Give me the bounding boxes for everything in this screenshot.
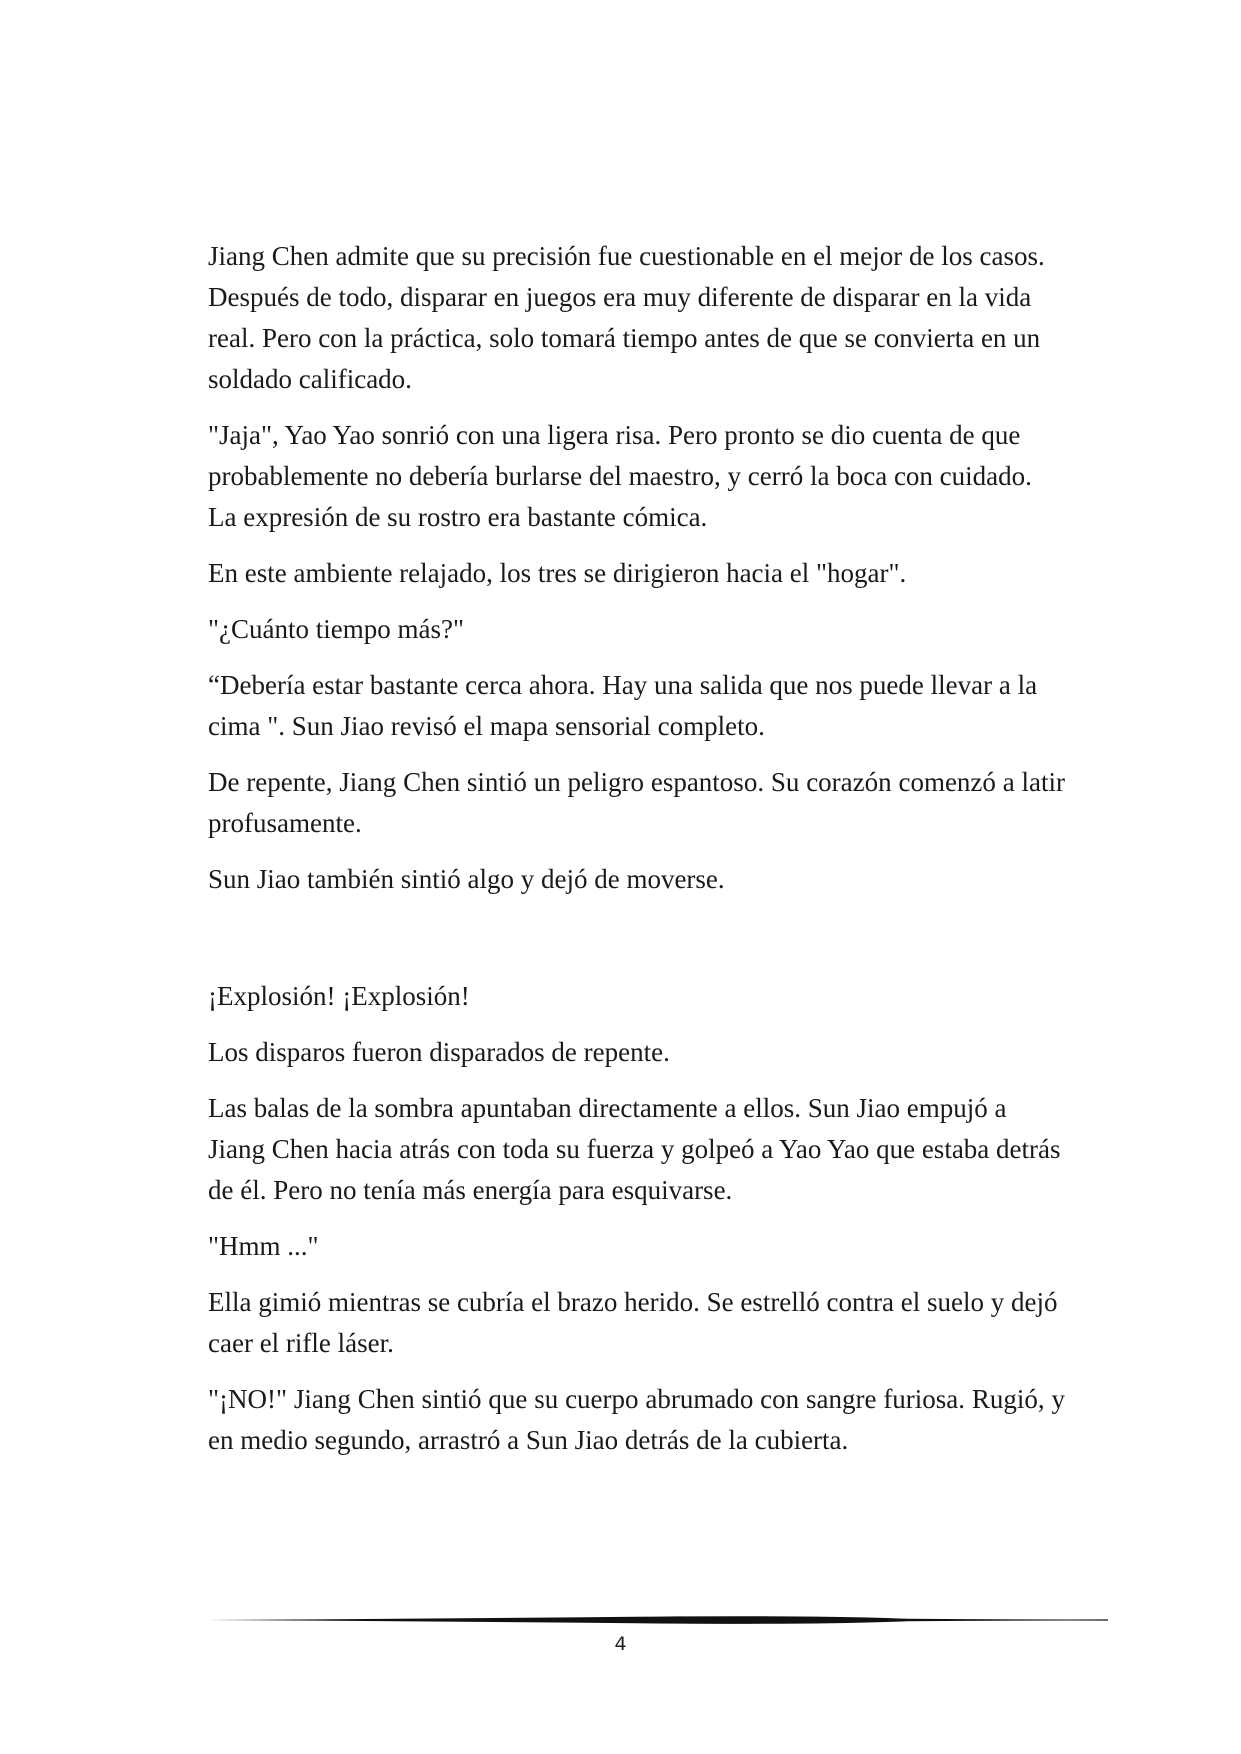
- paragraph-8: ¡Explosión! ¡Explosión!: [208, 981, 470, 1011]
- body-text: [208, 236, 1065, 1476]
- paragraph-7: Sun Jiao también sintió algo y dejó de moverse.: [208, 864, 725, 894]
- paragraph-12: Ella gimió mientras se cubría el brazo herido. Se estrelló contra el suelo y dejó caer el rifle láser.: [208, 1287, 1058, 1358]
- paragraph-1: Jiang Chen admite que su precisión fue cuestionable en el mejor de los casos. Después de todo, disparar en juegos era muy diferente de disparar en la vida real. Pero con la práctica, solo tomará tiempo antes de que se convierta en un soldado calificado.: [208, 241, 1045, 394]
- paragraph-5: “Debería estar bastante cerca ahora. Hay una salida que nos puede llevar a la cima ". Sun Jiao revisó el mapa sensorial completo.: [208, 670, 1038, 741]
- paragraph-10: Las balas de la sombra apuntaban directamente a ellos. Sun Jiao empujó a Jiang Chen hacia atrás con toda su fuerza y golpeó a Yao Yao que estaba detrás de él. Pero no tenía más energía para esquivarse.: [208, 1093, 1061, 1205]
- paragraph-6: De repente, Jiang Chen sintió un peligro espantoso. Su corazón comenzó a latir profusamente.: [208, 767, 1065, 838]
- paragraph-9: Los disparos fueron disparados de repente.: [208, 1037, 670, 1067]
- page-number: 4: [614, 1633, 627, 1655]
- paragraph-2: "Jaja", Yao Yao sonrió con una ligera risa. Pero pronto se dio cuenta de que probablemente no debería burlarse del maestro, y cerró la boca con cuidado. La expresión de su rostro era bastante cómica.: [208, 420, 1032, 532]
- paragraph-4: "¿Cuánto tiempo más?": [208, 614, 464, 644]
- paragraph-11: "Hmm ...": [208, 1231, 319, 1261]
- paragraph-13: "¡NO!" Jiang Chen sintió que su cuerpo abrumado con sangre furiosa. Rugió, y en medio segundo, arrastró a Sun Jiao detrás de la cubierta.: [208, 1384, 1065, 1455]
- footer-divider: [208, 1614, 1108, 1626]
- paragraph-3: En este ambiente relajado, los tres se dirigieron hacia el "hogar".: [208, 558, 907, 588]
